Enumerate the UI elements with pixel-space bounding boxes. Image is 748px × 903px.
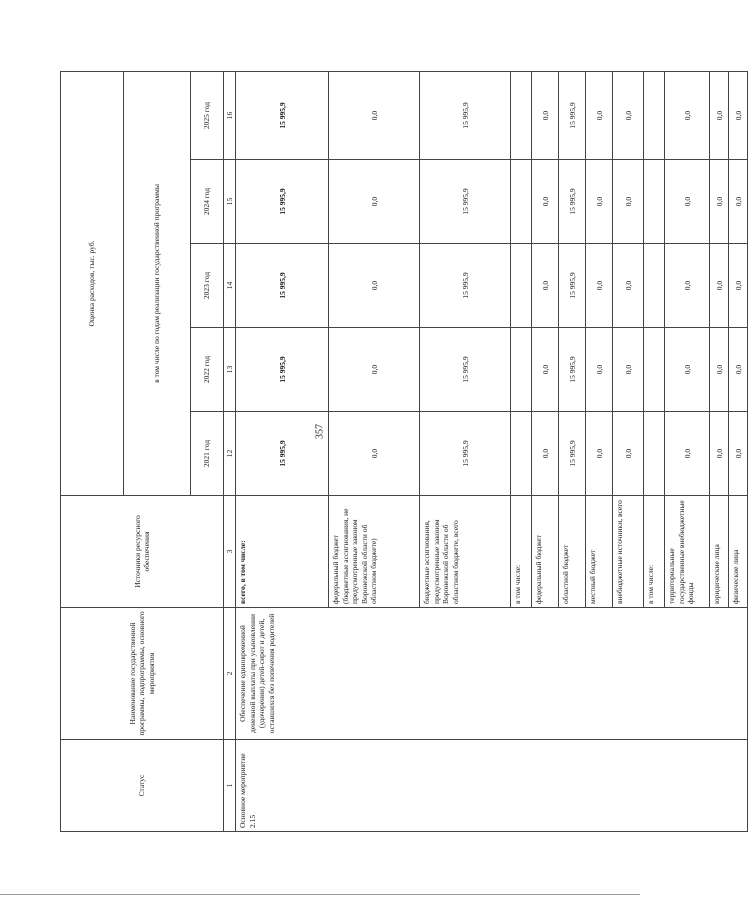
value-cell: 15 995,9 [236,160,329,244]
value-cell: 15 995,9 [559,244,586,328]
value-cell: 0,0 [613,412,644,496]
value-cell: 0,0 [586,71,613,159]
header-year: 2025 год [191,71,224,159]
value-cell: 0,0 [613,244,644,328]
source-cell: в том числе: [511,496,532,608]
source-cell: внебюджетные источники, всего [613,496,644,608]
value-cell: 0,0 [729,244,748,328]
value-cell: 0,0 [613,71,644,159]
value-cell [511,244,532,328]
value-cell: 0,0 [329,244,420,328]
column-index: 13 [224,328,236,412]
value-cell: 0,0 [532,71,559,159]
source-cell: местный бюджет [586,496,613,608]
column-index: 1 [224,740,236,832]
value-cell: 15 995,9 [236,328,329,412]
value-cell: 0,0 [665,244,710,328]
header-year: 2023 год [191,244,224,328]
value-cell: 15 995,9 [559,160,586,244]
value-cell: 15 995,9 [559,71,586,159]
value-cell [511,71,532,159]
source-cell: всего, в том числе: [236,496,329,608]
value-cell [644,160,665,244]
value-cell: 15 995,9 [559,412,586,496]
rotated-page [60,72,743,832]
bottom-rule [0,894,640,895]
header-source: Источники ресурсного обеспечения [61,496,224,608]
column-index: 16 [224,71,236,159]
column-index: 3 [224,496,236,608]
source-cell: областной бюджет [559,496,586,608]
value-cell: 0,0 [665,328,710,412]
value-cell: 0,0 [710,412,729,496]
value-cell: 15 995,9 [420,244,511,328]
header-year: 2022 год [191,328,224,412]
header-year: 2024 год [191,160,224,244]
value-cell: 15 995,9 [236,71,329,159]
value-cell: 0,0 [532,328,559,412]
value-cell: 0,0 [329,328,420,412]
value-cell: 0,0 [586,244,613,328]
value-cell: 0,0 [729,328,748,412]
row-name: Обеспечение единовременной денежной выплаты при усыновлении (удочерении) детей-сирот и детей, оставшихся без попечения родителей [236,608,748,740]
source-cell: федеральный бюджет [532,496,559,608]
value-cell [511,328,532,412]
value-cell: 15 995,9 [420,328,511,412]
column-index: 2 [224,608,236,740]
value-cell: 0,0 [532,412,559,496]
value-cell: 0,0 [613,160,644,244]
source-cell: территориальные государственные внебюджетные фонды [665,496,710,608]
value-cell: 0,0 [329,71,420,159]
value-cell [644,328,665,412]
header-status: Статус [61,740,224,832]
value-cell: 15 995,9 [236,412,329,496]
value-cell: 15 995,9 [236,244,329,328]
value-cell [644,71,665,159]
value-cell [644,412,665,496]
header-year: 2021 год [191,412,224,496]
value-cell: 15 995,9 [420,71,511,159]
expenditure-table [60,71,748,832]
value-cell: 0,0 [710,244,729,328]
value-cell: 0,0 [710,160,729,244]
table-row [236,71,329,831]
value-cell: 0,0 [532,160,559,244]
source-cell: федеральный бюджет (бюджетные ассигнования, не предусмотренные законом Воронежской области об областном бюджете) [329,496,420,608]
page-number: 357 [314,424,326,439]
column-index: 14 [224,244,236,328]
value-cell: 15 995,9 [420,412,511,496]
header-estimate: Оценка расходов, тыс. руб. [61,71,124,495]
value-cell: 0,0 [586,328,613,412]
value-cell: 0,0 [329,412,420,496]
value-cell [511,412,532,496]
header-by-year: в том числе по годам реализации государственной программы [124,71,191,495]
header-name: Наименование государственной программы, подпрограммы, основного мероприятия [61,608,224,740]
value-cell: 0,0 [665,412,710,496]
column-index: 15 [224,160,236,244]
value-cell: 15 995,9 [420,160,511,244]
value-cell: 0,0 [329,160,420,244]
value-cell: 0,0 [710,328,729,412]
source-cell: бюджетные ассигнования, предусмотренные законом Воронежской области об областном бюджете, всего [420,496,511,608]
value-cell: 0,0 [729,160,748,244]
value-cell: 0,0 [665,71,710,159]
value-cell: 0,0 [729,71,748,159]
source-cell: юридические лица [710,496,729,608]
value-cell: 0,0 [665,160,710,244]
value-cell [644,244,665,328]
value-cell: 0,0 [729,412,748,496]
value-cell: 0,0 [532,244,559,328]
value-cell [511,160,532,244]
row-status: Основное мероприятие 2.15 [236,740,748,832]
value-cell: 0,0 [613,328,644,412]
source-cell: в том числе: [644,496,665,608]
value-cell: 0,0 [710,71,729,159]
value-cell: 0,0 [586,412,613,496]
value-cell: 0,0 [586,160,613,244]
value-cell: 15 995,9 [559,328,586,412]
source-cell: физические лица [729,496,748,608]
column-index: 12 [224,412,236,496]
